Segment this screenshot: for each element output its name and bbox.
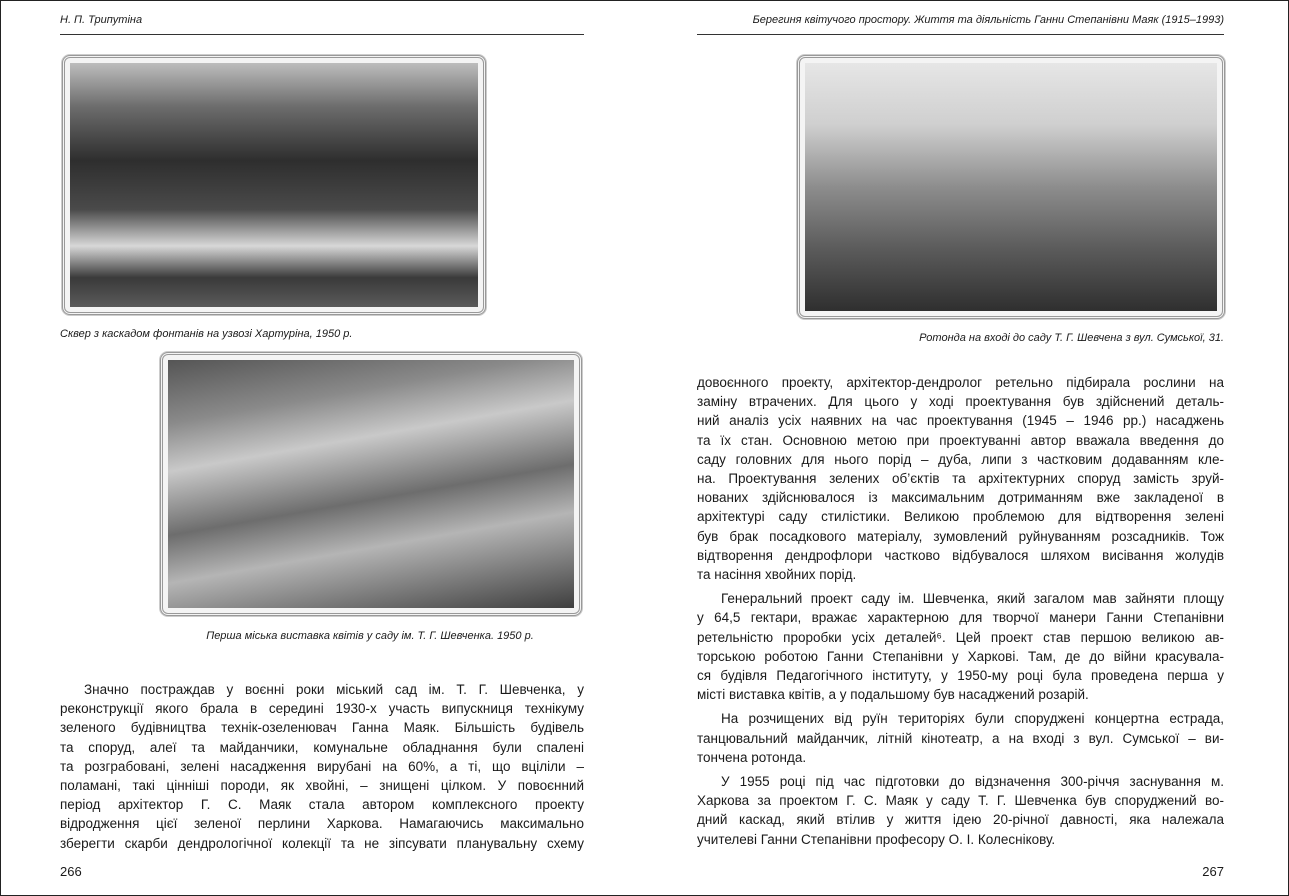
right-page — [697, 0, 1224, 896]
text-line: На розчищених від руїн територіях були споруджені концертна естрада, — [721, 711, 1224, 727]
text-line: та насіння хвойних порід. — [697, 567, 857, 583]
running-head: Берегиня квітучого простору. Життя та діяльність Ганни Степанівни Маяк (1915–1993) — [697, 14, 1224, 35]
photo-caption: Ротонда на вході до саду Т. Г. Шевчена з вул. Сумської, 31. — [919, 332, 1224, 344]
text-line: місті виставка квітів, а у подальшому був насаджений розарій. — [697, 687, 1089, 703]
paragraph — [697, 772, 1224, 849]
text-line: заміну втрачених. Для цього у ході проектування був здійснений деталь- — [697, 394, 1224, 410]
text-line: довоєнного проекту, архітектор-дендролог ретельно підбирала рослини на — [697, 375, 1224, 390]
text-line: Значно постраждав у воєнні роки міський сад ім. Т. Г. Шевченка, у — [84, 682, 584, 697]
text-line: у 64,5 гектари, вражає характерною для творчої манери Ганни Степанівни — [697, 610, 1224, 626]
text-line: зберегти скарби дендрологічної колекції та не зіпсувати планувальну схему — [60, 835, 584, 851]
photo-image — [70, 63, 478, 307]
page-number: 266 — [60, 864, 82, 879]
text-line: реконструкції якого брала в середині 1930-х участь випускниця технікуму — [60, 701, 584, 717]
paragraph — [697, 709, 1224, 767]
page-number: 267 — [1202, 864, 1224, 879]
body-text — [60, 680, 584, 853]
text-line: Генеральний проект саду ім. Шевченка, який загалом мав зайняти площу — [721, 591, 1224, 607]
photo-rotunda — [797, 55, 1225, 319]
text-line: нованих здійснювалося із максимальним дотриманням вже закладеної в — [697, 490, 1224, 506]
text-line: танцювальний майданчик, літній кінотеатр, а на вході з вул. Сумської – ви- — [697, 730, 1224, 746]
photo-fountain-cascade — [62, 55, 486, 315]
text-line: відродження цієї зеленої перлини Харкова. Намагаючись максимально — [60, 816, 584, 832]
text-line: саду головних для нього порід – дуба, липи з частковим додаванням кле- — [697, 451, 1224, 467]
paragraph — [697, 373, 1224, 584]
text-line: та їх стан. Основною метою при проектуванні автор вважала введення до — [697, 432, 1224, 448]
text-line: тончена ротонда. — [697, 749, 807, 765]
photo-caption: Перша міська виставка квітів у саду ім. Т. Г. Шевченка. 1950 р. — [206, 630, 534, 642]
text-line: був брак посадкового матеріалу, зумовлений руйнуванням розсадників. Тож — [697, 528, 1224, 544]
text-line: У 1955 році під час підготовки до відзначення 300-річчя заснування м. — [721, 774, 1224, 790]
text-line: поламані, такі цінніші породи, як хвойні, – знищені цілком. У повоєнний — [60, 778, 584, 794]
text-line: період архітектор Г. С. Маяк стала автором комплексного проекту — [60, 797, 584, 813]
text-line: та розграбовані, зелені насадження вирубані на 60%, а ті, що вціліли – — [60, 758, 584, 774]
photo-caption: Сквер з каскадом фонтанів на узвозі Хартуріна, 1950 р. — [60, 328, 353, 340]
body-text — [697, 373, 1224, 849]
left-page — [60, 0, 584, 896]
text-line: архітектурі саду стилістики. Великою проблемою для відтворення зелені — [697, 509, 1224, 525]
text-line: дний каскад, який втілив у життя ідею 20-річної давності, яка належала — [697, 812, 1224, 828]
text-line: ся будівля Педагогічного інституту, у 1950-му році була проведена перша у — [697, 668, 1224, 684]
photo-flower-exhibition — [160, 352, 582, 616]
text-line: на. Проектування зелених об’єктів та архітектурних споруд замість зруй- — [697, 471, 1224, 487]
text-line: учителеві Ганни Степанівни професору О. І. Колеснікову. — [697, 831, 1056, 847]
text-line: зеленого будівництва технік-озеленювач Ганна Маяк. Більшість будівель — [60, 720, 584, 736]
text-line: ний аналіз усіх наявних на час проектування (1945 – 1946 рр.) насаджень — [697, 413, 1224, 429]
photo-image — [805, 63, 1217, 311]
text-line: та споруд, алеї та майданчики, комунальне обладнання були спалені — [60, 739, 584, 755]
text-line: ретельністю проробки усіх деталей⁶. Цей проект став першою великою ав- — [697, 629, 1224, 645]
running-head: Н. П. Трипутіна — [60, 14, 584, 35]
paragraph — [697, 589, 1224, 704]
text-line: Харкова за проектом Г. С. Маяк у саду Т. Г. Шевченка був споруджений во- — [697, 793, 1224, 809]
paragraph — [60, 680, 584, 853]
photo-image — [168, 360, 574, 608]
text-line: торською роботою Ганни Степанівни у Харкові. Там, де до війни красувала- — [697, 648, 1224, 664]
text-line: відтворення дендрофлори частково відбувалося шляхом висівання жолудів — [697, 547, 1224, 563]
